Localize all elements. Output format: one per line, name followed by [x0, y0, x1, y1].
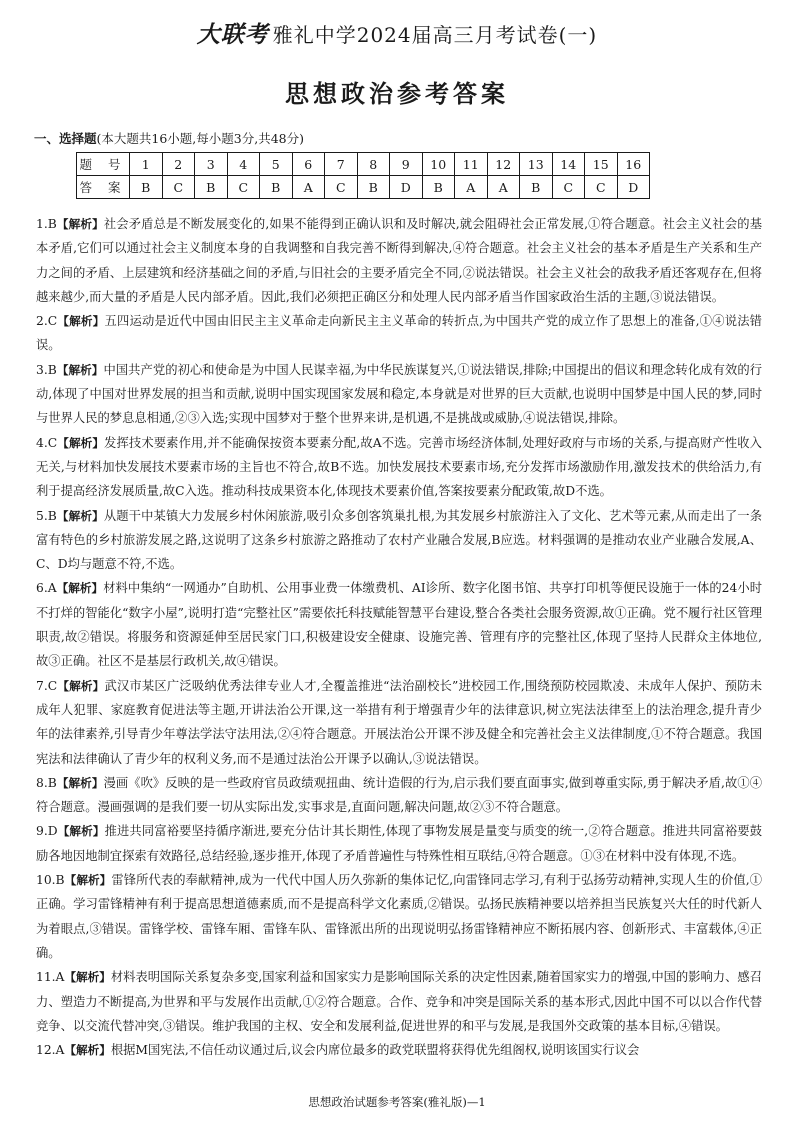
analysis-tag: 【解析】	[64, 1043, 111, 1058]
solution-number: 8.B	[36, 775, 57, 790]
answer-cell: C	[227, 176, 260, 199]
question-number-cell: 3	[195, 153, 228, 176]
answer-cell: C	[585, 176, 618, 199]
analysis-tag: 【解析】	[56, 217, 104, 231]
solution-item	[36, 212, 762, 309]
answer-cell: C	[325, 176, 358, 199]
answer-cell: B	[130, 176, 163, 199]
solution-item	[36, 674, 762, 771]
question-number-cell: 14	[552, 153, 585, 176]
solution-number: 1.B	[36, 217, 57, 231]
solution-number: 3.B	[36, 362, 57, 377]
question-number-cell: 12	[487, 153, 520, 176]
analysis-tag: 【解析】	[56, 508, 104, 523]
answer-cell: C	[162, 176, 195, 199]
question-number-cell: 6	[292, 153, 325, 176]
answer-cell: A	[455, 176, 488, 199]
solution-text: 雷锋所代表的奉献精神,成为一代代中国人历久弥新的集体记忆,向雷锋同志学习,有利于弘扬劳动精神,实现人生的价值,①正确。学习雷锋精神有利于提高思想道德素质,而不是提高科学文化素质,②错误。弘扬民族精神要以培养担当民族复兴大任的时代新人为着眼点,③错误。雷锋学校、雷锋车厢、雷锋车队、雷锋派出所的出现说明弘扬雷锋精神应不断拓展内容、创新形式、丰富载体,④正确。	[36, 873, 762, 960]
solution-text: 武汉市某区广泛吸纳优秀法律专业人才,全覆盖推进“法治副校长”进校园工作,围绕预防校园欺凌、未成年人保护、预防未成年人犯罪、家庭教育促进法等主题,开讲法治公开课,这一举措有利于增强青少年的法律意识,树立宪法法律至上的法治理念,提升青少年的法律素养,引导青少年尊法学法守法用法,②④符合题意。开展法治公开课不涉及健全和完善社会主义法律制度,①不符合题意。我国宪法和法律确认了青少年的权利义务,而不是通过法治公开课予以确认,③说法错误。	[36, 678, 762, 766]
solution-item	[36, 309, 762, 358]
exam-title	[0, 16, 794, 49]
question-number-cell: 9	[390, 153, 423, 176]
brand-logo-text: 大联考	[196, 21, 269, 48]
solution-number: 4.C	[36, 435, 58, 450]
solution-item	[36, 1038, 762, 1062]
solution-number: 9.D	[36, 824, 58, 839]
solution-item	[36, 771, 762, 820]
section-title: 一、选择题	[34, 131, 97, 146]
question-number-cell: 11	[455, 153, 488, 176]
solution-text: 材料中集纳“一网通办”自助机、公用事业费一体缴费机、AI诊所、数字化图书馆、共享打印机等便民设施于一体的24小时不打烊的智能化“数字小屋”,说明打造“完整社区”需要依托科技赋能智慧平台建设,整合各类社会服务资源,故①正确。党不履行社区管理职责,故②错误。将服务和资源延伸至居民家门口,积极建设安全健康、设施完善、管理有序的完整社区,体现了坚持人民群众主体地位,故③正确。社区不是基层行政机关,故④错误。	[36, 581, 762, 669]
analysis-tag: 【解析】	[56, 362, 104, 377]
solution-item	[36, 868, 762, 965]
row-label-answer: 答 案	[77, 176, 130, 199]
question-number-cell: 10	[422, 153, 455, 176]
solutions-list	[36, 212, 762, 1062]
analysis-tag: 【解析】	[56, 581, 104, 596]
analysis-tag: 【解析】	[57, 678, 105, 693]
analysis-tag: 【解析】	[57, 314, 105, 329]
solution-item	[36, 431, 762, 504]
solution-item	[36, 965, 762, 1038]
exam-title-text: 雅礼中学2024届高三月考试卷(一)	[272, 23, 598, 47]
answer-cell: B	[357, 176, 390, 199]
answer-cell: D	[390, 176, 423, 199]
answer-cell: A	[292, 176, 325, 199]
analysis-tag: 【解析】	[64, 970, 111, 985]
solution-text: 推进共同富裕要坚持循序渐进,要充分估计其长期性,体现了事物发展是量变与质变的统一,②符合题意。推进共同富裕要鼓励各地因地制宜探索有效路径,总结经验,逐步推开,体现了矛盾普遍性与特殊性相互联结,④符合题意。①③在材料中没有体现,不选。	[36, 824, 762, 863]
solution-item	[36, 504, 762, 577]
solution-text: 中国共产党的初心和使命是为中国人民谋幸福,为中华民族谋复兴,①说法错误,排除;中国提出的倡议和理念转化成有效的行动,体现了中国对世界发展的担当和贡献,说明中国实现国家发展和稳定,本身就是对世界的巨大贡献,也说明中国梦是中国人民的梦,同时与世界人民的梦息息相通,②③入选;实现中国梦对于整个世界来讲,是机遇,不是挑战或威胁,④说法错误,排除。	[36, 362, 762, 426]
page-title: 思想政治参考答案	[285, 80, 509, 108]
analysis-tag: 【解析】	[57, 824, 105, 839]
solution-number: 5.B	[36, 508, 57, 523]
question-number-cell: 7	[325, 153, 358, 176]
answer-cell: A	[487, 176, 520, 199]
solution-number: 11.A	[36, 970, 65, 985]
solution-item	[36, 358, 762, 431]
solution-number: 10.B	[36, 873, 65, 888]
answer-cell: B	[195, 176, 228, 199]
solution-number: 2.C	[36, 314, 58, 329]
solution-text: 发挥技术要素作用,并不能确保按资本要素分配,故A不选。完善市场经济体制,处理好政府与市场的关系,与提高财产性收入无关,与材料加快发展技术要素市场的主旨也不符合,故B不选。加快发展技术要素市场,充分发挥市场激励作用,激发技术的供给活力,有利于提高经济发展质量,故C入选。推动科技成果资本化,体现技术要素价值,答案按要素分配政策,故D不选。	[36, 435, 762, 499]
solution-text: 根据M国宪法,不信任动议通过后,议会内席位最多的政党联盟将获得优先组阁权,说明该国实行议会	[110, 1043, 640, 1058]
answer-cell: C	[552, 176, 585, 199]
solution-text: 社会矛盾总是不断发展变化的,如果不能得到正确认识和及时解决,就会阻碍社会正常发展,①符合题意。社会主义社会的基本矛盾,它们可以通过社会主义制度本身的自我调整和自我完善不断得到解决,④符合题意。社会主义社会的基本矛盾是生产关系和生产力之间的矛盾、上层建筑和经济基础之间的矛盾,与旧社会的主要矛盾完全不同,②说法错误。社会主义社会的敌我矛盾还客观存在,但将越来越少,而大量的矛盾是人民内部矛盾。因此,我们必须把正确区分和处理人民内部矛盾当作国家政治生活的主题,③说法错误。	[36, 217, 762, 304]
page-footer: 思想政治试题参考答案(雅礼版)—1	[308, 1095, 486, 1109]
solution-item	[36, 576, 762, 673]
solution-number: 6.A	[36, 581, 57, 596]
analysis-tag: 【解析】	[57, 435, 105, 450]
row-label-question-number: 题 号	[77, 153, 130, 176]
question-number-cell: 8	[357, 153, 390, 176]
solution-number: 12.A	[36, 1043, 65, 1058]
answer-cell: B	[260, 176, 293, 199]
answer-row	[77, 176, 650, 199]
question-number-cell: 2	[162, 153, 195, 176]
section-heading	[34, 129, 304, 147]
question-number-cell: 1	[130, 153, 163, 176]
solution-text: 漫画《吹》反映的是一些政府官员政绩观扭曲、统计造假的行为,启示我们要直面事实,做到尊重实际,勇于解决矛盾,故①④符合题意。漫画强调的是我们要一切从实际出发,实事求是,直面问题,解决问题,故②③不符合题意。	[36, 775, 762, 815]
section-note: (本大题共16小题,每小题3分,共48分)	[96, 131, 304, 146]
question-number-cell: 5	[260, 153, 293, 176]
answer-cell: B	[422, 176, 455, 199]
question-number-cell: 16	[617, 153, 650, 176]
analysis-tag: 【解析】	[56, 775, 104, 790]
solution-item	[36, 819, 762, 868]
solution-text: 从题干中某镇大力发展乡村休闲旅游,吸引众多创客筑巢扎根,为其发展乡村旅游注入了文化、艺术等元素,从而走出了一条富有特色的乡村旅游发展之路,这说明了这条乡村旅游之路推动了农村产业融合发展,B应选。材料强调的是推动农业产业融合发展,A、C、D均与题意不符,不选。	[36, 508, 762, 572]
answer-cell: B	[520, 176, 553, 199]
solution-text: 五四运动是近代中国由旧民主主义革命走向新民主主义革命的转折点,为中国共产党的成立作了思想上的准备,①④说法错误。	[36, 314, 762, 353]
solution-number: 7.C	[36, 678, 58, 693]
question-number-cell: 4	[227, 153, 260, 176]
answer-cell: D	[617, 176, 650, 199]
question-number-row	[77, 153, 650, 176]
solution-text: 材料表明国际关系复杂多变,国家利益和国家实力是影响国际关系的决定性因素,随着国家实力的增强,中国的影响力、感召力、塑造力不断提高,为世界和平与发展作出贡献,①②符合题意。合作、竞争和冲突是国际关系的基本形式,因此中国不可以以合作代替竞争、以交流代替冲突,③错误。维护我国的主权、安全和发展利益,促进世界的和平与发展,是我国外交政策的基本目标,④错误。	[36, 970, 762, 1033]
question-number-cell: 15	[585, 153, 618, 176]
answer-key-table	[76, 152, 650, 199]
analysis-tag: 【解析】	[64, 873, 112, 888]
question-number-cell: 13	[520, 153, 553, 176]
